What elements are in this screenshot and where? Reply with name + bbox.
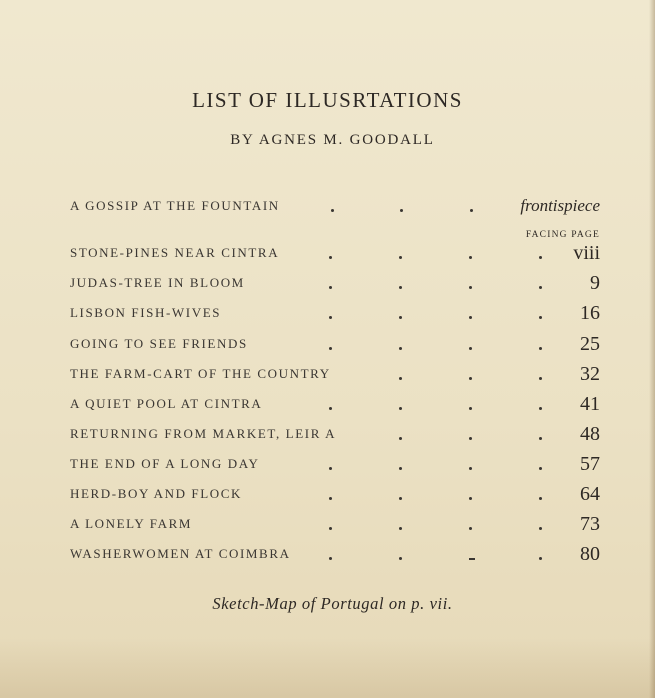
- page-title: LIST OF ILLUSRTATIONS: [192, 88, 463, 112]
- leader-dot: [469, 558, 475, 560]
- list-item: [70, 241, 600, 263]
- leader-dot: [539, 527, 542, 530]
- leader-dot: [399, 347, 402, 350]
- illustration-title: RETURNING FROM MARKET, LEIR A: [70, 426, 337, 441]
- facing-page-header: FACING PAGE: [525, 230, 600, 240]
- leader-dot: [469, 467, 472, 470]
- page-number: 57: [580, 453, 600, 475]
- leader-dot: [399, 437, 402, 440]
- leader-dot: [469, 497, 472, 500]
- list-item: [70, 301, 600, 323]
- list-item: [70, 332, 600, 354]
- page-number: 41: [580, 393, 600, 415]
- leader-dot: [469, 407, 472, 410]
- list-item-frontispiece: [70, 194, 600, 216]
- leader-dot: [400, 209, 403, 212]
- leader-dot: [539, 437, 542, 440]
- leader-dot: [469, 347, 472, 350]
- leader-dot: [399, 527, 402, 530]
- leader-dot: [331, 209, 334, 212]
- illustration-title: A LONELY FARM: [70, 516, 193, 531]
- leader-dot: [539, 497, 542, 500]
- list-item: [70, 452, 600, 474]
- list-item: [70, 482, 600, 504]
- list-item: [70, 422, 600, 444]
- leader-dot: [329, 256, 332, 259]
- list-item: [70, 362, 600, 384]
- list-item: [70, 392, 600, 414]
- leader-dot: [469, 527, 472, 530]
- page-number: 73: [580, 513, 600, 535]
- illustration-title: JUDAS-TREE IN BLOOM: [70, 275, 245, 290]
- frontispiece-label: frontispiece: [520, 196, 600, 215]
- illustration-title: A GOSSIP AT THE FOUNTAIN: [70, 198, 280, 213]
- leader-dot: [329, 286, 332, 289]
- illustration-title: A QUIET POOL AT CINTRA: [70, 396, 263, 411]
- page-number: 48: [580, 423, 600, 445]
- leader-dot: [539, 467, 542, 470]
- illustration-title: THE FARM-CART OF THE COUNTRY: [70, 366, 331, 381]
- page-number: 16: [580, 302, 600, 324]
- leader-dot: [399, 377, 402, 380]
- leader-dot: [539, 286, 542, 289]
- leader-dot: [399, 316, 402, 319]
- leader-dot: [539, 377, 542, 380]
- leader-dot: [329, 557, 332, 560]
- leader-dot: [539, 256, 542, 259]
- leader-dot: [399, 497, 402, 500]
- list-item: [70, 542, 600, 564]
- illustration-title: HERD-BOY AND FLOCK: [70, 486, 243, 501]
- leader-dot: [469, 256, 472, 259]
- sketch-map-note: Sketch-Map of Portugal on p. vii.: [212, 594, 453, 613]
- page-number: 9: [590, 272, 600, 294]
- leader-dot: [329, 497, 332, 500]
- leader-dot: [470, 209, 473, 212]
- leader-dot: [329, 316, 332, 319]
- leader-dot: [399, 467, 402, 470]
- leader-dot: [399, 256, 402, 259]
- leader-dot: [539, 557, 542, 560]
- illustration-title: GOING TO SEE FRIENDS: [70, 336, 248, 351]
- leader-dot: [469, 377, 472, 380]
- leader-dot: [329, 407, 332, 410]
- leader-dot: [469, 316, 472, 319]
- leader-dot: [399, 407, 402, 410]
- page-number: 25: [580, 333, 600, 355]
- illustration-title: LISBON FISH-WIVES: [70, 305, 222, 320]
- leader-dot: [539, 316, 542, 319]
- leader-dot: [329, 347, 332, 350]
- page-number: 32: [580, 363, 600, 385]
- page-number: 64: [580, 483, 600, 505]
- leader-dot: [399, 286, 402, 289]
- page-number: 80: [580, 543, 600, 565]
- page-number: viii: [573, 242, 600, 264]
- leader-dot: [329, 467, 332, 470]
- leader-dot: [469, 437, 472, 440]
- list-item: [70, 271, 600, 293]
- leader-dot: [539, 407, 542, 410]
- illustration-title: WASHERWOMEN AT COIMBRA: [70, 546, 291, 561]
- list-item: [70, 512, 600, 534]
- leader-dot: [399, 557, 402, 560]
- leader-dot: [539, 347, 542, 350]
- illustrator-byline: BY AGNES M. GOODALL: [230, 132, 435, 148]
- illustration-title: THE END OF A LONG DAY: [70, 456, 260, 471]
- illustration-title: STONE-PINES NEAR CINTRA: [70, 245, 280, 260]
- leader-dot: [329, 527, 332, 530]
- leader-dot: [469, 286, 472, 289]
